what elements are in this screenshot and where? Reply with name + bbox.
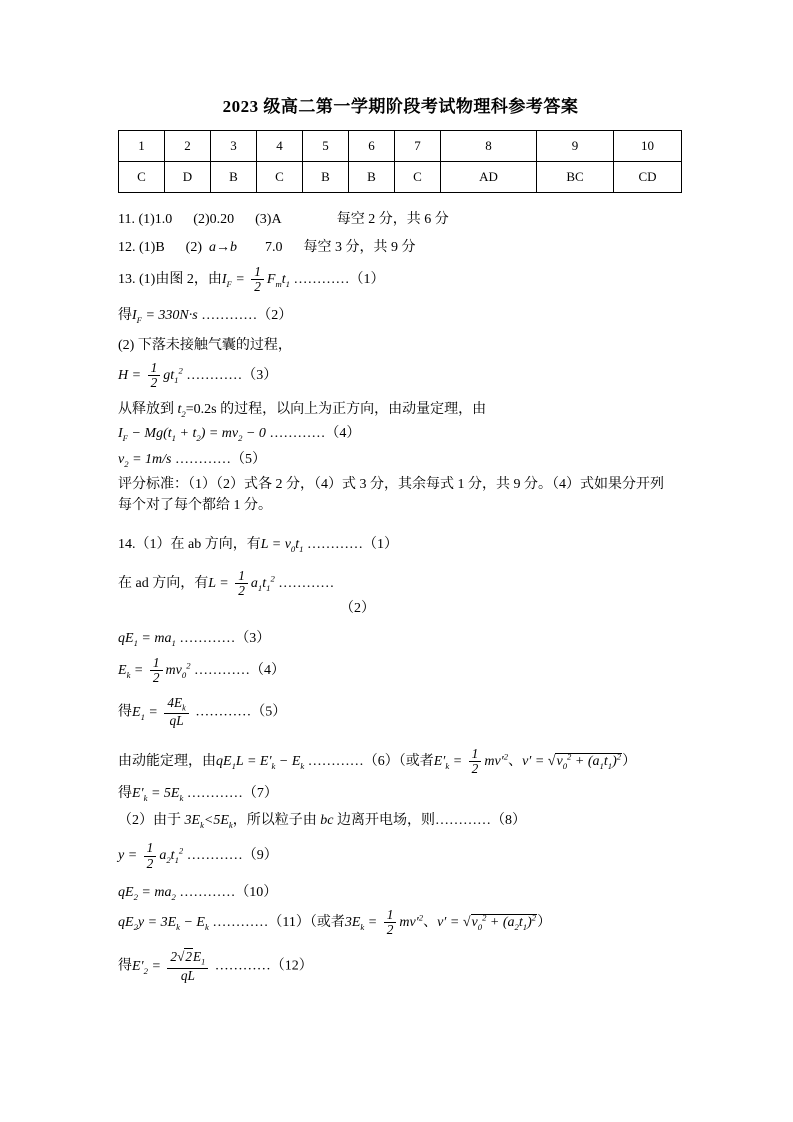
text-run: …………（10） [175, 884, 278, 900]
line-13-grading-2 [118, 495, 683, 516]
text-run: 得 [118, 959, 132, 975]
answer-cell: B [303, 162, 349, 193]
math-run: $qE_2y = 3E_k - E_k$ [118, 914, 209, 932]
text-run: …………（3） [175, 631, 271, 647]
text-run: 边离开电场，则…………（8） [333, 813, 526, 829]
math-run: $qE_2 = ma_2$ [118, 884, 176, 902]
question-number-cell: 6 [349, 131, 395, 162]
math-run: bc [320, 813, 334, 829]
answer-cell: C [257, 162, 303, 193]
answer-table [118, 130, 682, 193]
text-run: ，所以粒子由 [232, 813, 321, 829]
question-number-cell: 1 [119, 131, 165, 162]
line-14-eq3 [118, 628, 683, 650]
text-run: …………（3） [182, 367, 278, 383]
line-13-eq4 [118, 423, 683, 445]
text-run: 在 ad 方向，有 [118, 575, 209, 591]
answer-row [119, 162, 682, 193]
text-run: ） [537, 914, 552, 930]
text-run: …………（5） [191, 704, 287, 720]
text-run: …………（9） [183, 848, 278, 864]
question-number-cell: 2 [165, 131, 211, 162]
text-run: 7.0 每空 3 分，共 9 分 [237, 240, 416, 255]
math-run: y = $\frac{1}{2}$ $a_2t_1^2$ [118, 840, 184, 871]
math-run: $E_1$ = $\frac{4E_k}{qL}$ [132, 705, 192, 720]
question-number-cell: 4 [257, 131, 303, 162]
answer-cell: CD [614, 162, 682, 193]
question-number-cell: 3 [211, 131, 257, 162]
text-run: 14.（1）在 ab 方向，有 [118, 536, 261, 552]
text-run: （2） [340, 601, 375, 617]
question-number-cell: 8 [441, 131, 537, 162]
question-number-cell: 7 [395, 131, 441, 162]
text-run: 得 [118, 307, 132, 323]
math-run: $I_F = 330N\cdot s$ [132, 307, 198, 325]
line-11 [118, 209, 683, 230]
text-run: …………（4） [265, 426, 361, 442]
line-13-context [118, 399, 683, 421]
line-14-eq7 [118, 783, 683, 805]
line-12 [118, 237, 683, 258]
math-run: $I_F - Mg(t_1 + t_2) = mv_2 - 0$ [118, 426, 266, 443]
text-run: …………（2） [197, 307, 293, 323]
line-14-eq1 [118, 534, 683, 556]
line-14-eq2 [118, 569, 683, 599]
text-run: 13. (1)由图 2，由 [118, 272, 222, 288]
answer-cell: D [165, 162, 211, 193]
line-14-part2 [118, 810, 683, 832]
answer-cell: AD [441, 162, 537, 193]
line-13-eq2 [118, 305, 683, 327]
text-run: =0.2s 的过程，以向上为正方向，由动量定理，由 [185, 402, 487, 418]
line-13-eq3 [118, 361, 683, 391]
text-run: 、 [508, 753, 523, 769]
question-number-cell: 9 [537, 131, 614, 162]
line-14-eq10 [118, 882, 683, 904]
text-run: …………（11）（或者 [208, 914, 345, 930]
line-14-eq9 [118, 841, 683, 871]
text-run: …………（12） [211, 959, 313, 975]
math-run: L = $\frac{1}{2}$ $a_1t_1^2$ [208, 567, 275, 598]
math-run: $v_2 = 1m/s$ [118, 451, 172, 469]
line-13-grading-1 [118, 474, 683, 495]
line-14-eq2-number [340, 598, 683, 619]
line-14-eq4 [118, 656, 683, 686]
math-run: $E'_k$ = $\frac{1}{2}$ $mv'^2$ [433, 745, 509, 777]
math-run: $I_F$ = $\frac{1}{2}$ $F_mt_1$ [221, 264, 290, 295]
text-run: ） [622, 753, 637, 769]
math-run: H = $\frac{1}{2}$ $gt_1^2$ [118, 359, 183, 390]
text-run: …………（1） [303, 536, 398, 552]
text-run: 得 [118, 786, 132, 802]
text-run: 、 [423, 914, 438, 930]
answer-cell: C [395, 162, 441, 193]
text-run: 11. (1)1.0 (2)0.20 (3)A 每空 2 分，共 6 分 [118, 212, 449, 227]
line-13-part2 [118, 335, 683, 356]
line-13-eq5 [118, 449, 683, 471]
math-run: $E_k$ = $\frac{1}{2}$ $mv_0^2$ [118, 655, 191, 686]
answer-lines [118, 209, 683, 983]
math-run: $3E_k$ = $\frac{1}{2}$ $mv'^2$ [344, 906, 424, 938]
math-run: $qE_1L = E'_k - E_k$ [216, 753, 305, 771]
text-run: …………（1） [289, 272, 385, 288]
line-14-eq5 [118, 696, 683, 729]
question-number-row [119, 131, 682, 162]
text-run: 评分标准：（1）（2）式各 2 分，（4）式 3 分，其余每式 1 分，共 9 分。（4）式如果分开列 [118, 476, 664, 492]
text-run: …………（5） [171, 451, 266, 467]
question-number-cell: 5 [303, 131, 349, 162]
answer-cell: C [119, 162, 165, 193]
math-run: $3E_k<5E_k$ [184, 813, 233, 831]
answer-cell: B [211, 162, 257, 193]
math-run: a→b [209, 240, 237, 255]
math-run: $v' = √v_0^2 + (a_2t_1)^2$ [437, 912, 537, 932]
math-run: $t_2$ [177, 402, 186, 420]
text-run: 12. (1)B (2) [118, 240, 209, 255]
math-run: $E'_2$ = $\frac{2√2E_1}{qL}$ [132, 959, 211, 974]
text-run: …………（6）（或者 [304, 753, 434, 769]
math-run: $qE_1 = ma_1$ [118, 631, 176, 649]
answer-cell: BC [537, 162, 614, 193]
text-run: …………（7） [183, 786, 278, 802]
line-14-eq6 [118, 747, 683, 777]
text-run: 从释放到 [118, 402, 178, 418]
text-run: 得 [118, 704, 132, 720]
math-run: $v' = √v_0^2 + (a_1t_1)^2$ [522, 751, 622, 771]
text-run: ………… [274, 575, 335, 591]
answer-cell: B [349, 162, 395, 193]
line-14-eq11 [118, 908, 683, 938]
line-14-eq12 [118, 950, 683, 983]
text-run: (2) 下落未接触气囊的过程， [118, 337, 292, 353]
text-run: …………（4） [190, 663, 286, 679]
math-run: $E'_k = 5E_k$ [132, 786, 184, 804]
text-run: （2）由于 [118, 813, 185, 829]
line-13-eq1 [118, 265, 683, 295]
math-run: $L = v_0t_1$ [260, 536, 304, 554]
question-number-cell: 10 [614, 131, 682, 162]
text-run: 由动能定理，由 [118, 753, 216, 769]
page-title: 2023 级高二第一学期阶段考试物理科参考答案 [222, 97, 579, 116]
text-run: 每个对了每个都给 1 分。 [118, 497, 272, 513]
